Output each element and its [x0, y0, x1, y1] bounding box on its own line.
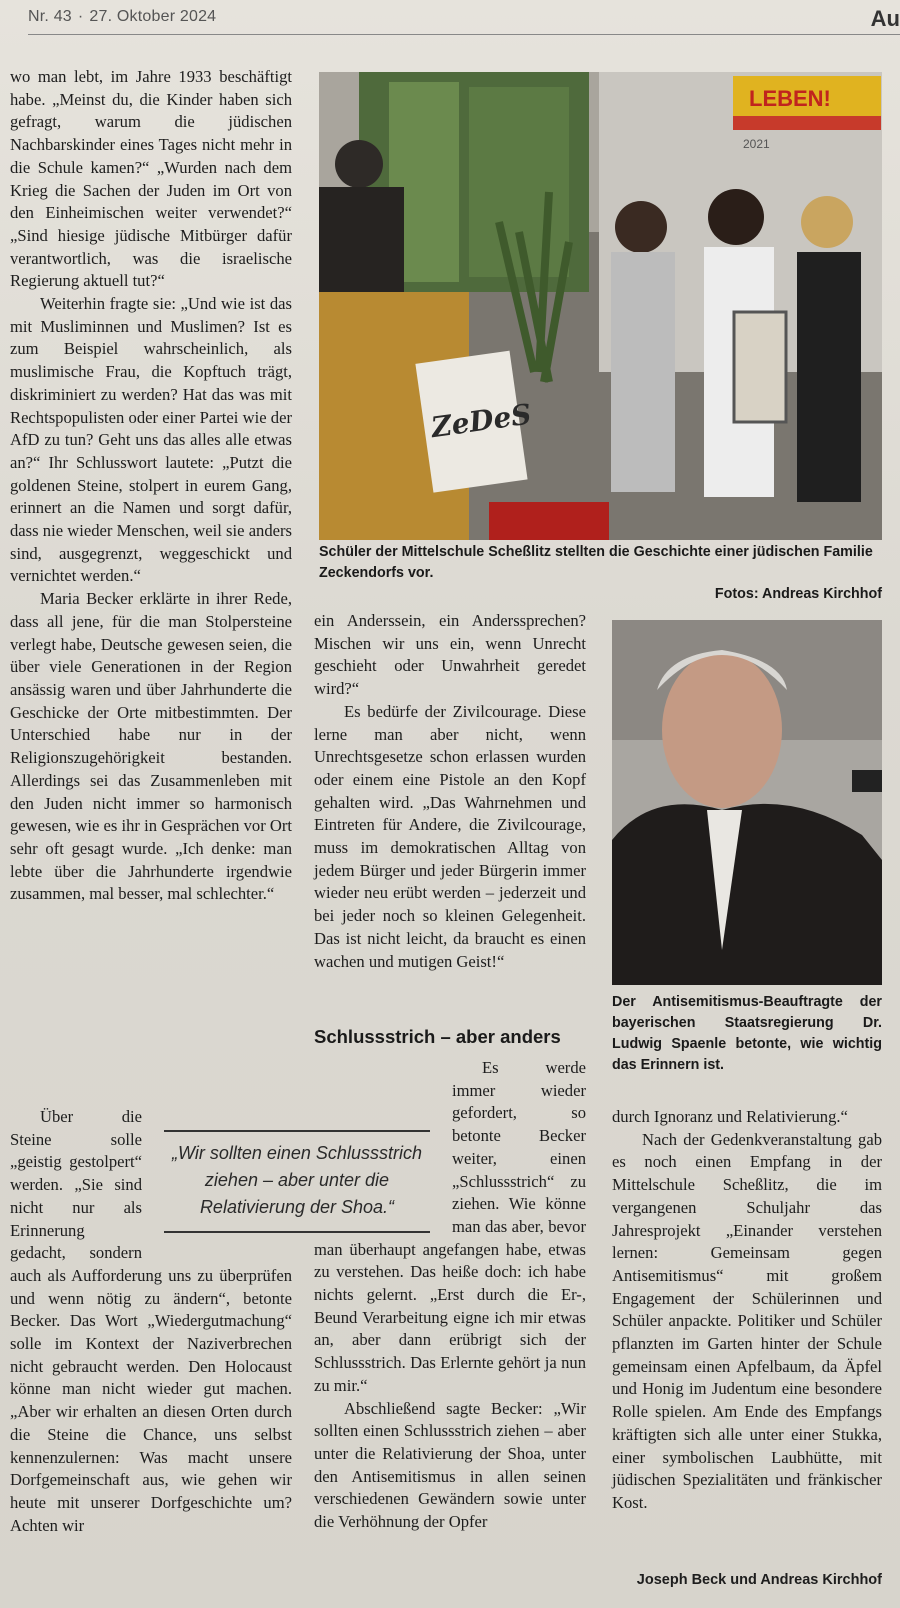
paragraph: Es werde immer wieder gefordert, so betonte Becker weiter, einen „Schlussstrich“ zu ziehen. Wie könne man das aber, bevor man überhaupt angefangen habe, etwas zu verstehen. Das heiße doch: ich habe nichts gelernt. „Erst durch die Er-, Beund Verarbeitung eigne ich mir etwas an, aber dann erübrigt sich der Schlussstrich. Das Erlernte gehört ja nun zu mir.“ [314, 1058, 586, 1395]
caption-text: Schüler der Mittelschule Scheßlitz stellten die Geschichte einer jüdischen Familie Zeckendorfs vor. [319, 544, 873, 581]
photo-students-image [319, 72, 882, 540]
quote-rule-top [164, 1130, 430, 1132]
column-2-top [314, 610, 586, 973]
pull-quote-text: „Wir sollten einen Schlussstrich ziehen – aber unter die Relativierung der Shoa.“ [172, 1143, 422, 1217]
photo-spaenle-image [612, 620, 882, 985]
paragraph: Abschließend sagte Becker: „Wir sollten einen Schlussstrich ziehen – aber unter die Relativierung der Shoa, unter den Antisemitismus in allen seinen verschiedenen Gewändern sowie unter die Verhöhnung der Opfer [314, 1398, 586, 1532]
paragraph: wo man lebt, im Jahre 1933 beschäftigt habe. „Meinst du, die Kinder haben sich gefragt, warum die jüdischen Nachbarskinder eines Tages nicht mehr in die Schule kamen?“ „Wurden nach dem Krieg die Sachen der Juden im Ort von den Einheimischen weiter verwendet?“ „Sind hiesige jüdische Mitbürger dafür verantwortlich, was die israelische Regierung aktuell tut?“ [10, 67, 292, 291]
pull-quote [160, 1130, 434, 1233]
photo-spaenle [612, 620, 882, 985]
quote-rule-bottom [164, 1231, 430, 1233]
banner-subtext: 2021 [743, 137, 770, 151]
paragraph: Es bedürfe der Zivilcourage. Diese lerne man aber nicht, wenn Unrechtsgesetze schon erlassen wurden oder einem eine Pistole an den Kopf gehalten wird. „Das Wahrnehmen und Eintreten für Andere, die Zivilcourage, muss im demokratischen Alltag von jedem Bürger und jeder Bürgerin immer wieder neu erübt werden – jederzeit und bei jeder noch so kleinen Gelegenheit. Das ist nicht leicht, da braucht es einen wachen und mutigen Geist!“ [314, 701, 586, 971]
issue-number: Nr. 43 [28, 8, 72, 25]
column-2-bottom [314, 1057, 586, 1534]
paragraph: durch Ignoranz und Relativierung.“ [612, 1107, 848, 1126]
paragraph: Über die Steine solle „geistig gestolpert“ werden. „Sie sind nicht nur als Erinnerung gedacht, sondern auch als Aufforderung uns zu überprüfen und wenn nötig zu ändern“, betonte Becker. Das Wort „Wiedergutmachung“ solle im Kontext der Naziverbrechen nicht gebraucht werden. Den Holocaust könne man nicht wieder gut machen. „Aber wir erhalten an diesen Orten durch die Steine die Chance, uns selbst kennenzulernen: Was macht unsere Dorfgemeinschaft aus, wie gehen wir heute mit unserer Dorfgeschichte um? Achten wir [10, 1107, 292, 1535]
subheading: Schlussstrich – aber anders [314, 1026, 561, 1047]
paragraph: ein Anderssein, ein Anderssprechen? Mischen wir uns ein, wenn Unrecht geschieht oder Unwahrheit geredet wird?“ [314, 611, 586, 699]
paragraph: Weiterhin fragte sie: „Und wie ist das mit Musliminnen und Muslimen? Ist es zum Beispiel wahrscheinlich, als muslimische Frau, die Kopftuch trägt, diskriminiert zu werden? Hat das was mit Rechtspopulisten oder einer Partei wie der AfD zu tun? Geht uns das alles alle etwas an?“ Ihr Schlusswort lautete: „Putzt die goldenen Steine, stolpert in eurem Gang, erinnert an die Namen und sorgt dafür, dass nie wieder Menschen, weil sie anders sind, ausgegrenzt, weggeschickt und vernichtet werden.“ [10, 294, 292, 586]
paragraph: Maria Becker erklärte in ihrer Rede, dass all jene, für die man Stolpersteine verlegt habe, Deutsche gewesen seien, die über viele Generationen in der Region ansässig waren und über Jahrhunderte die Geschicke der Orte mitbestimmten. Der Unterschied habe nur in der Religionszugehörigkeit bestanden. Allerdings sei das Zusammenleben mit den Juden nicht immer so harmonisch gewesen, wie es ihr in Gesprächen vor Ort sehr oft gesagt wurde. „Ich denke: man lebte über die Jahrhunderte irgendwie zusammen, mal besser, mal schlechter.“ [10, 589, 292, 904]
issue-date: 27. Oktober 2024 [89, 8, 217, 25]
banner-text: LEBEN! [749, 86, 831, 111]
column-3-bottom [612, 1106, 882, 1515]
photo-credit: Fotos: Andreas Kirchhof [714, 586, 882, 602]
paragraph: Nach der Gedenkveranstaltung gab es noch einen Empfang in der Mittelschule Scheßlitz, die im vergangenen Schuljahr das Jahresprojekt „Einander verstehen lernen: Gemeinsam gegen Antisemitismus“ mit großem Engagement der Schülerinnen und Schüler anpackte. Politiker und Schüler pflanzten im Garten hinter der Schule gemeinsam einen Apfelbaum, da Äpfel und Honig im Judentum eine besondere Rolle spielen. Am Ende des Empfangs kräftigten sich alle unter einer Stukka, einer symbolischen Laubhütte, mit jüdischen Spezialitäten und fränkischer Kost. [612, 1129, 882, 1512]
column-1-top [10, 66, 292, 1106]
photo-students-presentation [319, 72, 882, 540]
page-header: Nr. 43 · 27. Oktober 2024 [28, 8, 217, 25]
sign-text: ZeDeS [429, 397, 534, 445]
header-rule [28, 34, 900, 35]
author-signature: Joseph Beck und Andreas Kirchhof [636, 1572, 882, 1588]
photo-caption-1 [319, 542, 882, 605]
photo-caption-2: Der Antisemitismus-Beauftragte der bayerischen Staatsregierung Dr. Ludwig Spaenle betonte, wie wichtig das Erinnern ist. [612, 994, 882, 1073]
section-label: Au [870, 6, 900, 31]
